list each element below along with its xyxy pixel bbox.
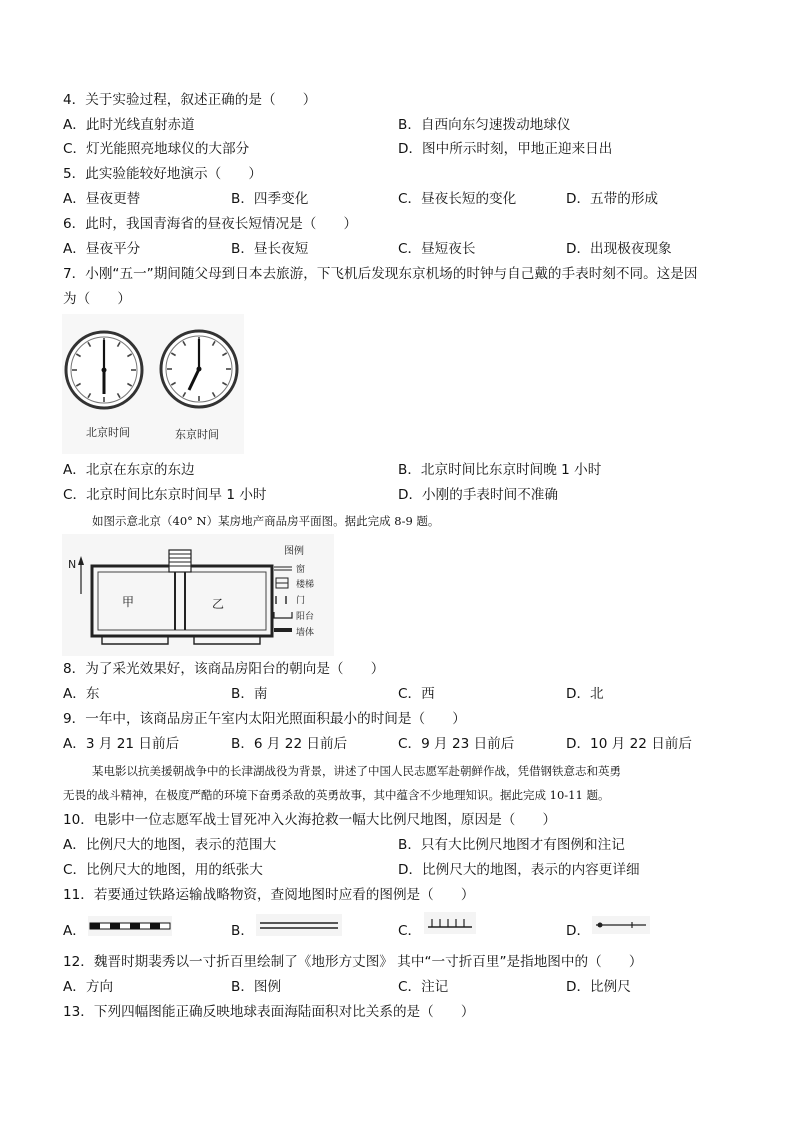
q6-option-a: A．昼夜平分 (63, 241, 141, 257)
legend-wall-label: 墙体 (296, 628, 315, 638)
line-symbol-d (592, 916, 650, 934)
road-symbol-b-svg (256, 914, 342, 936)
q7-option-b: B．北京时间比东京时间晚 1 小时 (398, 462, 602, 478)
room-yi-label: 乙 (212, 597, 225, 611)
stairwell (169, 550, 191, 572)
q9-option-d: D．10 月 22 日前后 (566, 736, 692, 752)
q11-option-a-label: A． (63, 923, 86, 939)
q4-option-c: C．灯光能照亮地球仪的大部分 (63, 141, 250, 157)
q4-option-d: D．图中所示时刻，甲地正迎来日出 (398, 141, 613, 157)
legend-balcony-label: 阳台 (296, 612, 315, 622)
beijing-clock (66, 332, 142, 408)
legend-door-label: 门 (296, 596, 306, 606)
legend-title: 图例 (284, 546, 304, 557)
q5-option-a: A．昼夜更替 (63, 191, 141, 207)
q11-option-c-label: C． (398, 923, 422, 939)
road-symbol-b (256, 914, 342, 936)
q11-option-b-label: B． (231, 923, 254, 939)
q8-option-c: C．西 (398, 686, 435, 702)
q6-option-b: B．昼长夜短 (231, 241, 309, 257)
intro-10-11-line1: 某电影以抗美援朝战争中的长津湖战役为背景，讲述了中国人民志愿军赴朝鲜作战，凭借钢铁意志和英勇 (92, 764, 621, 778)
boundary-symbol-c (424, 912, 476, 934)
q4-stem: 4．关于实验过程，叙述正确的是（ ） (63, 92, 317, 108)
q7-option-d: D．小刚的手表时间不准确 (398, 487, 558, 503)
q9-stem: 9．一年中，该商品房正午室内太阳光照面积最小的时间是（ ） (63, 711, 466, 727)
q8-option-d: D．北 (566, 686, 604, 702)
q7-option-c: C．北京时间比东京时间早 1 小时 (63, 487, 267, 503)
q10-option-d: D．比例尺大的地图，表示的内容更详细 (398, 862, 640, 878)
legend-stairs-label: 楼梯 (296, 580, 315, 590)
q7-option-a: A．北京在东京的东边 (63, 462, 195, 478)
q6-option-d: D．出现极夜现象 (566, 241, 672, 257)
room-jia-label: 甲 (122, 595, 135, 609)
railway-symbol-a (88, 916, 172, 936)
tokyo-clock (161, 331, 237, 407)
q6-option-c: C．昼短夜长 (398, 241, 476, 257)
q5-option-c: C．昼夜长短的变化 (398, 191, 517, 207)
q11-stem: 11．若要通过铁路运输战略物资，查阅地图时应看的图例是（ ） (63, 887, 475, 903)
q10-option-a: A．比例尺大的地图，表示的范围大 (63, 837, 277, 853)
q12-option-a: A．方向 (63, 979, 114, 995)
q13-stem: 13．下列四幅图能正确反映地球表面海陆面积对比关系的是（ ） (63, 1004, 475, 1020)
q12-option-c: C．注记 (398, 979, 449, 995)
tokyo-time-label: 东京时间 (175, 428, 219, 441)
floorplan-figure (62, 534, 334, 656)
boundary-symbol-c-svg (424, 912, 476, 934)
q9-option-c: C．9 月 23 日前后 (398, 736, 515, 752)
q8-option-b: B．南 (231, 686, 268, 702)
railway-symbol-a-svg (88, 916, 172, 936)
q12-option-b: B．图例 (231, 979, 282, 995)
q6-stem: 6．此时，我国青海省的昼夜长短情况是（ ） (63, 216, 358, 232)
q4-option-a: A．此时光线直射赤道 (63, 117, 195, 133)
clock-figure-svg (62, 314, 244, 454)
q9-option-a: A．3 月 21 日前后 (63, 736, 180, 752)
q10-option-c: C．比例尺大的地图，用的纸张大 (63, 862, 263, 878)
beijing-time-label: 北京时间 (86, 426, 130, 439)
q5-option-b: B．四季变化 (231, 191, 309, 207)
q8-stem: 8．为了采光效果好，该商品房阳台的朝向是（ ） (63, 661, 385, 677)
q4-option-b: B．自西向东匀速拨动地球仪 (398, 117, 571, 133)
q7-stem-line2: 为（ ） (63, 291, 131, 307)
q7-stem-line1: 7．小刚“五一”期间随父母到日本去旅游，下飞机后发现东京机场的时钟与自己戴的手表时刻不同。这是因 (63, 266, 698, 282)
floorplan-svg (62, 534, 334, 656)
intro-8-9: 如图示意北京（40° N）某房地产商品房平面图。据此完成 8-9 题。 (92, 514, 440, 528)
q5-option-d: D．五带的形成 (566, 191, 659, 207)
q11-option-d-label: D． (566, 923, 591, 939)
q5-stem: 5．此实验能较好地演示（ ） (63, 166, 262, 182)
q12-option-d: D．比例尺 (566, 979, 631, 995)
legend-window-label: 窗 (296, 565, 306, 575)
line-symbol-d-svg (592, 916, 650, 934)
intro-10-11-line2: 无畏的战斗精神，在极度严酷的环境下奋勇杀敌的英勇故事，其中蕴含不少地理知识。据此完成 10-11 题。 (63, 788, 610, 802)
q8-option-a: A．东 (63, 686, 100, 702)
q10-option-b: B．只有大比例尺地图才有图例和注记 (398, 837, 625, 853)
clock-figure (62, 314, 244, 454)
q10-stem: 10．电影中一位志愿军战士冒死冲入火海抢救一幅大比例尺地图，原因是（ ） (63, 812, 557, 828)
q9-option-b: B．6 月 22 日前后 (231, 736, 348, 752)
q12-stem: 12．魏晋时期裴秀以一寸折百里绘制了《地形方丈图》 其中“一寸折百里”是指地图中的（ ） (63, 954, 643, 970)
north-label: N (68, 558, 77, 571)
